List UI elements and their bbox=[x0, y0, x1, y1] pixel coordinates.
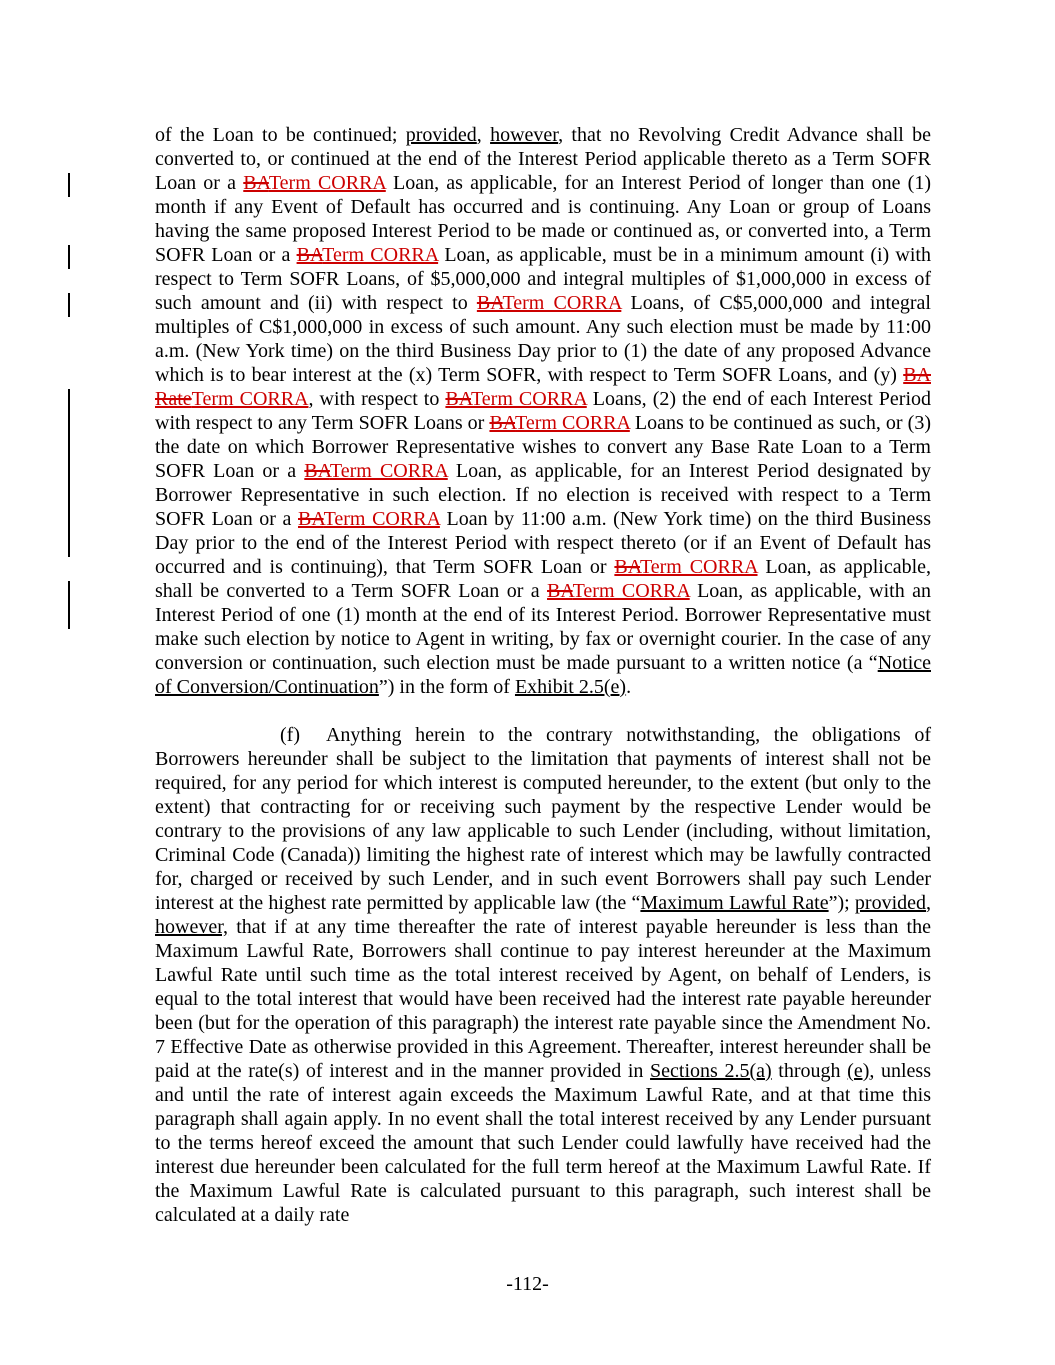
text-run: Loans, of C$5,000,000 and integral multiples of C$1,000,000 in excess of such amount. Any such election must be made by 11:00 a.m. (New York time) on the third Business Day prior to (1) the date of any proposed Advance which is to bear interest at the (x) Term SOFR, with respect to Term SOFR Loans, and (y) bbox=[155, 292, 931, 386]
underlined-text: however bbox=[490, 124, 559, 146]
text-run: . bbox=[626, 676, 632, 698]
text-run: Loan, as applicable, for an Interest Period designated by Borrower Representative in such election. If no election is received with respect to a Term SOFR Loan or a bbox=[155, 460, 931, 530]
paragraph-f-maximum-lawful-rate bbox=[155, 723, 931, 1227]
inserted-text: Term CORRA bbox=[322, 244, 439, 266]
underlined-text: (e) bbox=[847, 1060, 870, 1082]
text-run: through bbox=[771, 1060, 848, 1082]
deleted-text: BA bbox=[489, 412, 516, 434]
text-run: (f) bbox=[280, 724, 300, 746]
deleted-text: BA bbox=[614, 556, 640, 578]
text-run: , bbox=[926, 892, 932, 914]
deleted-text: BA bbox=[445, 388, 471, 410]
text-run: Anything herein to the contrary notwithstanding, the obligations of Borrowers hereunder shall be subject to the limitation that payments of interest shall not be required, for any period for which interest is computed hereunder, to the extent (but only to the extent) that contracting for or receiving such payment by the respective Lender would be contrary to the provisions of any law applicable to such Lender (including, without limitation, Criminal Code (Canada)) limiting the highest rate of interest which may be lawfully contracted for, charged or received by such Lender, and in such event Borrowers shall pay such Lender interest at the highest rate permitted by applicable law (the “ bbox=[155, 724, 931, 914]
underlined-text: Maximum Lawful Rate bbox=[640, 892, 829, 914]
text-run: Loan, as applicable, with an Interest Period of one (1) month at the end of its Interest Period. Borrower Representative must make such election by notice to Agent in writing, by fax or overnight courier. In the case of any conversion or continuation, such election must be made pursuant to a written notice (a “ bbox=[155, 580, 931, 674]
text-run: Loans, (2) the end of each Interest Period with respect to any Term SOFR Loans or bbox=[155, 388, 932, 434]
document-body bbox=[155, 123, 931, 1227]
change-bar bbox=[68, 245, 70, 269]
underlined-text: Notice of Conversion/Continuation bbox=[155, 652, 931, 698]
inserted-text: Term CORRA bbox=[572, 580, 690, 602]
inserted-text: Term CORRA bbox=[191, 388, 309, 410]
deleted-text: BA Rate bbox=[155, 364, 931, 410]
inserted-text: Term CORRA bbox=[515, 412, 630, 434]
paragraph-loan-continuation bbox=[155, 123, 931, 699]
deleted-text: BA bbox=[298, 508, 324, 530]
text-run: , bbox=[476, 124, 491, 146]
change-bar bbox=[68, 173, 70, 197]
text-run: that if at any time thereafter the rate of interest payable hereunder is less than the Maximum Lawful Rate, Borrowers shall continue to pay interest hereunder at the Maximum Lawful Rate until such time as the total interest received by Agent, on behalf of Lenders, is equal to the total interest that would have been received had the interest rate payable hereunder been (but for the operation of this paragraph) the interest rate payable since the Amendment No. 7 Effective Date as otherwise provided in this Agreement. Thereafter, interest hereunder shall be paid at the rate(s) of interest and in the manner provided in bbox=[155, 916, 931, 1082]
text-run: , that no Revolving Credit Advance shall be converted to, or continued at the end of the Interest Period applicable thereto as a Term SOFR Loan or a bbox=[155, 124, 932, 194]
underlined-text: provided bbox=[854, 892, 927, 914]
inserted-text: Term CORRA bbox=[268, 172, 386, 194]
text-run: Loan, as applicable, must be in a minimum amount (i) with respect to Term SOFR Loans, of $5,000,000 and integral multiples of $1,000,000 in excess of such amount and (ii) with respect to bbox=[155, 244, 931, 314]
text-run: , with respect to bbox=[308, 388, 446, 410]
deleted-text: BA bbox=[476, 292, 503, 314]
underlined-text: provided bbox=[405, 124, 477, 146]
underlined-text: Exhibit 2.5(e) bbox=[514, 676, 627, 698]
text-run: ”) in the form of bbox=[378, 676, 515, 698]
page-number: -112- bbox=[506, 1273, 549, 1295]
text-run: ”); bbox=[828, 892, 855, 914]
deleted-text: BA bbox=[304, 460, 330, 482]
underlined-text: Sections 2.5(a) bbox=[650, 1060, 772, 1082]
inserted-text: Term CORRA bbox=[470, 388, 587, 410]
text-run: Loans to be continued as such, or (3) the date on which Borrower Representative wishes to convert any Base Rate Loan to a Term SOFR Loan or a bbox=[155, 412, 931, 482]
change-bar bbox=[68, 293, 70, 317]
inserted-text: Term CORRA bbox=[323, 508, 440, 530]
text-run: Loan, as applicable, for an Interest Period of longer than one (1) month if any Event of Default has occurred and is continuing. Any Loan or group of Loans having the same proposed Interest Period to be made or continued as, or converted into, a Term SOFR Loan or a bbox=[155, 172, 932, 266]
deleted-text: BA bbox=[296, 244, 323, 266]
inserted-text: Term CORRA bbox=[329, 460, 448, 482]
text-run: Loan, as applicable, shall be converted to a Term SOFR Loan or a bbox=[155, 556, 932, 602]
deleted-text: BA bbox=[547, 580, 573, 602]
underlined-text: however, bbox=[155, 916, 229, 938]
inserted-text: Term CORRA bbox=[639, 556, 758, 578]
change-bar bbox=[68, 581, 70, 629]
text-run: of the Loan to be continued; bbox=[155, 124, 406, 146]
deleted-text: BA bbox=[243, 172, 269, 194]
change-bar bbox=[68, 389, 70, 557]
text-run: Loan by 11:00 a.m. (New York time) on the third Business Day prior to the end of the Interest Period with respect thereto (or if an Event of Default has occurred and is continuing), that Term SOFR Loan or bbox=[155, 508, 931, 578]
text-run: , unless and until the rate of interest again exceeds the Maximum Lawful Rate, and at that time this paragraph shall again apply. In no event shall the total interest received by any Lender pursuant to the terms hereof exceed the amount that such Lender could lawfully have received had the interest due hereunder been calculated for the full term hereof at the Maximum Lawful Rate. If the Maximum Lawful Rate is calculated pursuant to this paragraph, such interest shall be calculated at a daily rate bbox=[155, 1060, 931, 1226]
inserted-text: Term CORRA bbox=[502, 292, 622, 314]
